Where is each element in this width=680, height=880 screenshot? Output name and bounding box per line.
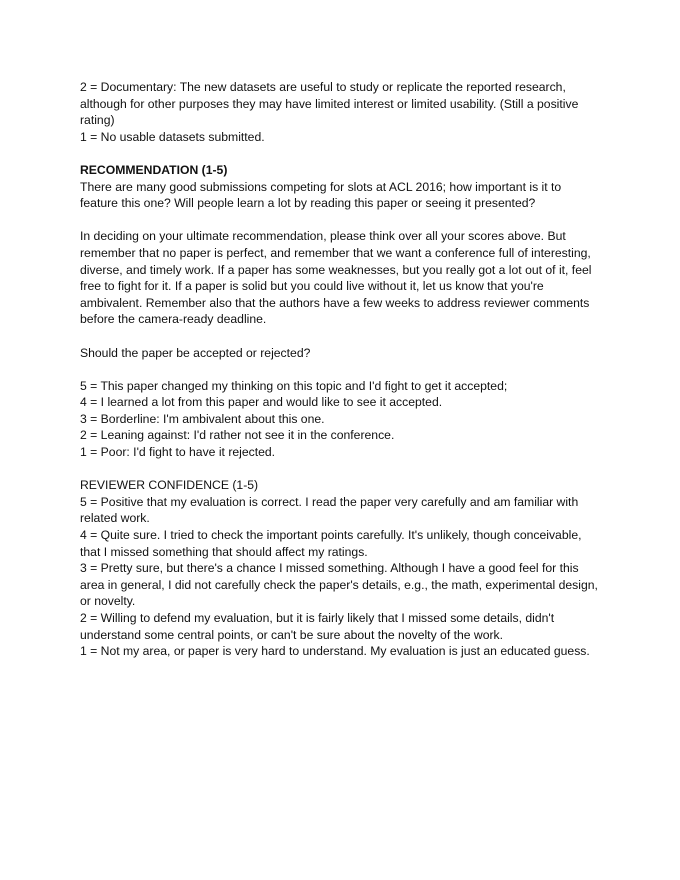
spacer: [80, 361, 610, 378]
recommendation-score-1: 1 = Poor: I'd fight to have it rejected.: [80, 445, 276, 460]
confidence-score-4: 4 = Quite sure. I tried to check the important points carefully. It's unlikely, though conceivable, that I missed something that should affect my ratings.: [80, 528, 582, 559]
recommendation-question: Should the paper be accepted or rejected?: [80, 345, 311, 360]
datasets-score-1: 1 = No usable datasets submitted.: [80, 129, 265, 144]
spacer: [80, 212, 610, 229]
confidence-score-5: 5 = Positive that my evaluation is correct. I read the paper very carefully and am familiar with related work.: [80, 494, 579, 526]
recommendation-score-4: 4 = I learned a lot from this paper and would like to see it accepted.: [80, 395, 443, 410]
confidence-section: [80, 477, 610, 660]
datasets-score-2: 2 = Documentary: The new datasets are useful to study or replicate the reported research, although for other purposes they may have limited interest or limited usability. (Still a positive rating): [80, 80, 579, 128]
recommendation-heading: RECOMMENDATION (1-5): [80, 162, 228, 177]
recommendation-intro: There are many good submissions competing for slots at ACL 2016; how important is it to feature this one? Will people learn a lot by reading this paper or seeing it presented?: [80, 179, 562, 211]
datasets-scale-section: [80, 79, 610, 145]
confidence-score-3: 3 = Pretty sure, but there's a chance I missed something. Although I have a good feel for this area in general, I did not carefully check the paper's details, e.g., the math, experimental design, or novelty.: [80, 561, 598, 609]
recommendation-score-3: 3 = Borderline: I'm ambivalent about this one.: [80, 411, 325, 426]
recommendation-guidance: In deciding on your ultimate recommendation, please think over all your scores above. But remember that no paper is perfect, and remember that we want a conference full of interesting, diverse, and timely work. If a paper has some weaknesses, but you really got a lot out of it, feel free to fight for it. If a paper is solid but you could live without it, let us know that you're ambivalent. Remember also that the authors have a few weeks to address reviewer comments before the camera-ready deadline.: [80, 229, 592, 327]
recommendation-section: [80, 162, 610, 461]
confidence-score-1: 1 = Not my area, or paper is very hard to understand. My evaluation is just an educated guess.: [80, 644, 590, 659]
spacer: [80, 461, 610, 478]
recommendation-score-2: 2 = Leaning against: I'd rather not see it in the conference.: [80, 428, 395, 443]
spacer: [80, 328, 610, 345]
confidence-score-2: 2 = Willing to defend my evaluation, but it is fairly likely that I missed some details, didn't understand some central points, or can't be sure about the novelty of the work.: [80, 611, 555, 642]
recommendation-score-5: 5 = This paper changed my thinking on this topic and I'd fight to get it accepted;: [80, 378, 508, 393]
confidence-heading: REVIEWER CONFIDENCE (1-5): [80, 478, 259, 493]
spacer: [80, 145, 610, 162]
document-page: [80, 79, 610, 660]
